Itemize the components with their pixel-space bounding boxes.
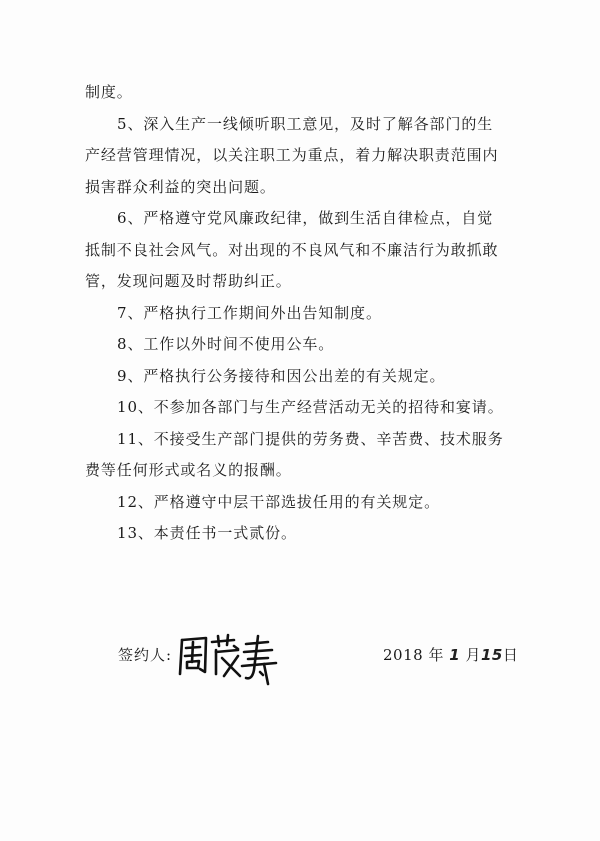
clause-line <box>85 329 515 361</box>
clause-line <box>85 424 515 456</box>
clause-line <box>85 77 515 109</box>
clause-line-text: 11、不接受生产部门提供的劳务费、辛苦费、技术服务 <box>117 429 504 448</box>
clause-line-text: 抵制不良社会风气。对出现的不良风气和不廉洁行为敢抓敢 <box>85 240 499 259</box>
signing-date <box>383 640 518 672</box>
date-month: 1 <box>449 646 461 664</box>
date-year: 2018 <box>383 646 424 664</box>
clause-line <box>85 361 515 393</box>
handwritten-signature <box>172 628 282 688</box>
clause-line <box>85 109 515 141</box>
signatory-label: 签约人: <box>118 646 173 664</box>
clause-line <box>85 203 515 235</box>
clause-line <box>85 298 515 330</box>
clause-line-text: 6、严格遵守党风廉政纪律，做到生活自律检点，自觉 <box>117 209 494 227</box>
date-day: 15 <box>481 646 503 664</box>
clause-line-text: 费等任何形式或名义的报酬。 <box>85 461 292 479</box>
clause-line-text: 13、本责任书一式贰份。 <box>117 524 297 542</box>
clause-line-text: 9、严格执行公务接待和因公出差的有关规定。 <box>117 366 446 385</box>
clause-line <box>85 266 515 298</box>
responsibility-clauses <box>85 77 515 550</box>
clause-line <box>85 235 515 267</box>
clause-line-text: 损害群众利益的突出问题。 <box>85 177 276 196</box>
date-month-unit: 月 <box>465 646 481 664</box>
clause-line-text: 5、深入生产一线倾听职工意见，及时了解各部门的生 <box>117 114 494 133</box>
clause-line-text: 10、不参加各部门与生产经营活动无关的招待和宴请。 <box>117 398 504 416</box>
signature-row <box>0 628 600 688</box>
clause-line-text: 8、工作以外时间不使用公车。 <box>117 335 335 353</box>
clause-line <box>85 172 515 204</box>
clause-line <box>85 487 515 519</box>
clause-line <box>85 392 515 424</box>
clause-line <box>85 140 515 172</box>
clause-line-text: 管，发现问题及时帮助纠正。 <box>85 272 292 290</box>
clause-line-text: 产经营管理情况，以关注职工为重点，着力解决职责范围内 <box>85 146 499 164</box>
clause-line-text: 12、严格遵守中层干部选拔任用的有关规定。 <box>117 492 440 511</box>
date-year-unit: 年 <box>428 646 444 664</box>
clause-line <box>85 518 515 550</box>
clause-line <box>85 455 515 487</box>
clause-line-text: 7、严格执行工作期间外出告知制度。 <box>117 303 382 322</box>
date-day-unit: 日 <box>502 646 519 664</box>
clause-line-text: 制度。 <box>85 83 133 101</box>
